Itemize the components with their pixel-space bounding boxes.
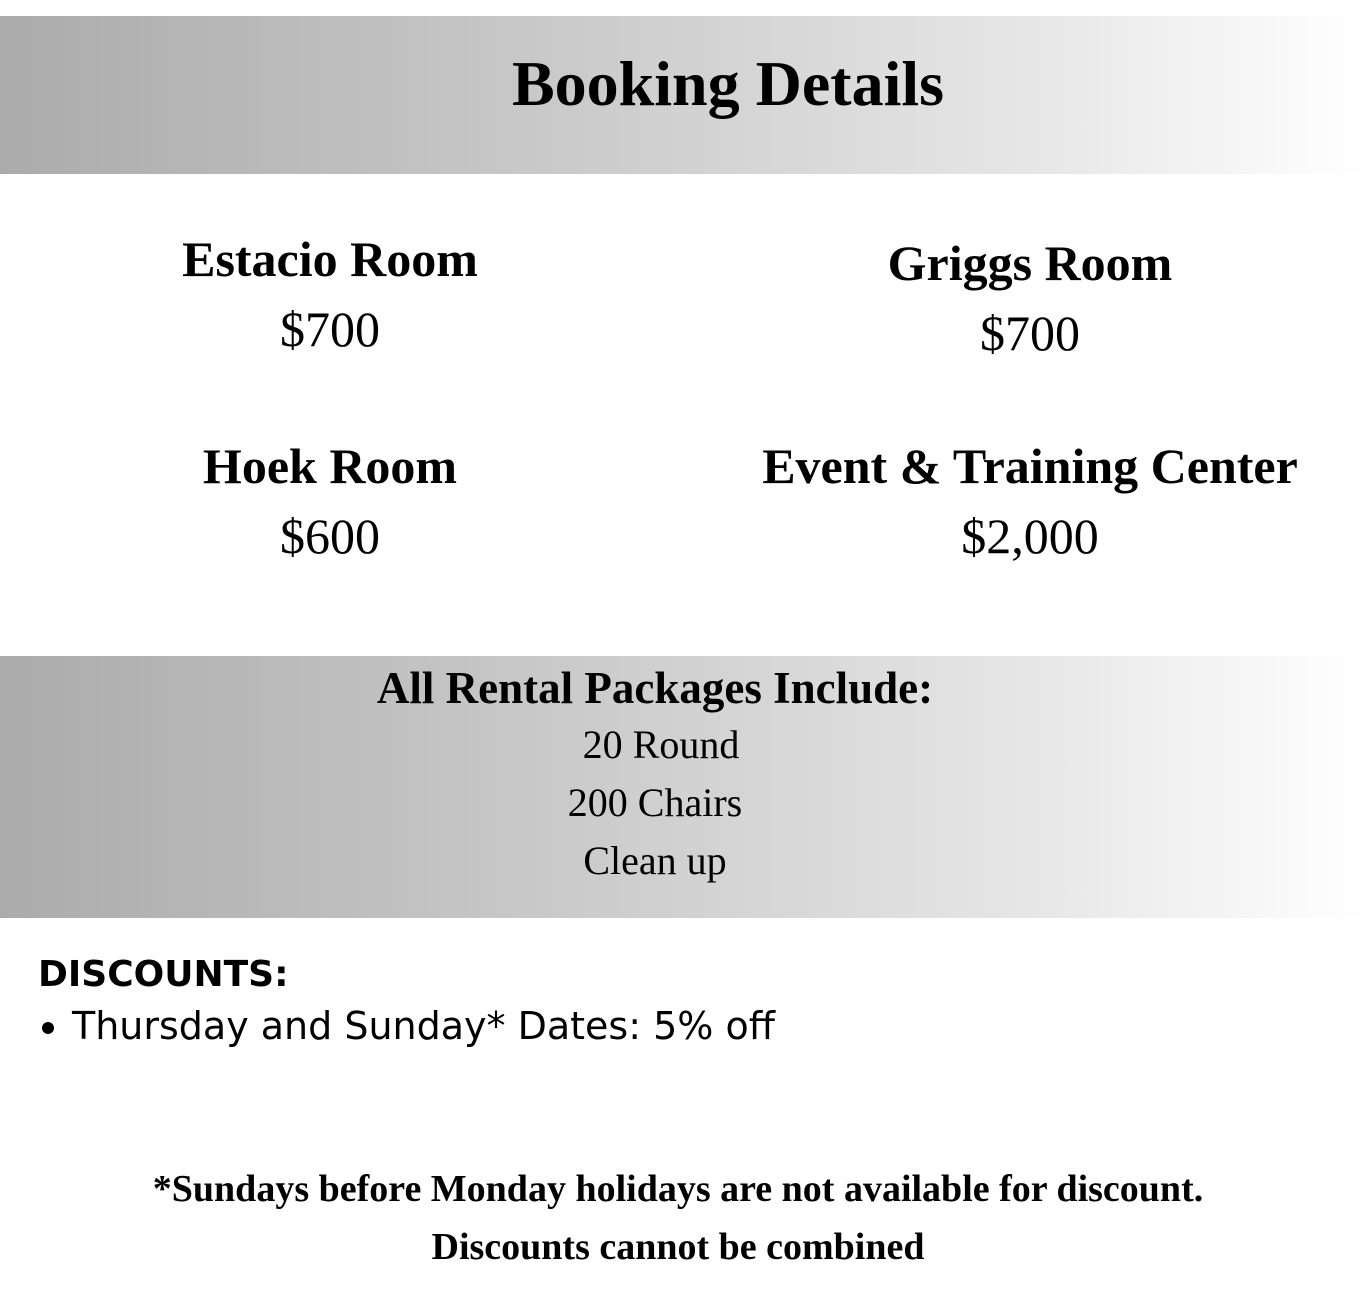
footnote-line: Discounts cannot be combined bbox=[431, 1226, 925, 1268]
room-price: $700 bbox=[280, 301, 380, 357]
packages-section bbox=[0, 660, 1310, 890]
room-name: Estacio Room bbox=[182, 231, 478, 287]
packages-title: All Rental Packages Include: bbox=[376, 663, 934, 713]
page-title: Booking Details bbox=[511, 48, 945, 119]
room-card-hoek bbox=[30, 437, 630, 565]
discount-item: • Thursday and Sunday* Dates: 5% off bbox=[72, 1000, 1338, 1052]
room-name: Event & Training Center bbox=[762, 438, 1298, 494]
discounts-title: DISCOUNTS: bbox=[38, 954, 289, 995]
discounts-section bbox=[38, 950, 1338, 1052]
package-item: 200 Chairs bbox=[567, 780, 743, 825]
footnote bbox=[0, 1160, 1356, 1276]
footnote-line: *Sundays before Monday holidays are not available for discount. bbox=[152, 1168, 1204, 1210]
room-card-event-training-center bbox=[730, 437, 1330, 565]
room-price: $600 bbox=[280, 508, 380, 564]
room-name: Griggs Room bbox=[887, 235, 1173, 291]
room-card-griggs bbox=[730, 234, 1330, 362]
room-price: $700 bbox=[980, 305, 1080, 361]
room-price: $2,000 bbox=[961, 508, 1099, 564]
package-item: 20 Round bbox=[582, 722, 740, 767]
discounts-list bbox=[38, 1000, 1338, 1052]
packages-list bbox=[0, 716, 1310, 890]
room-card-estacio bbox=[30, 230, 630, 358]
room-name: Hoek Room bbox=[202, 438, 458, 494]
package-item: Clean up bbox=[583, 838, 727, 883]
